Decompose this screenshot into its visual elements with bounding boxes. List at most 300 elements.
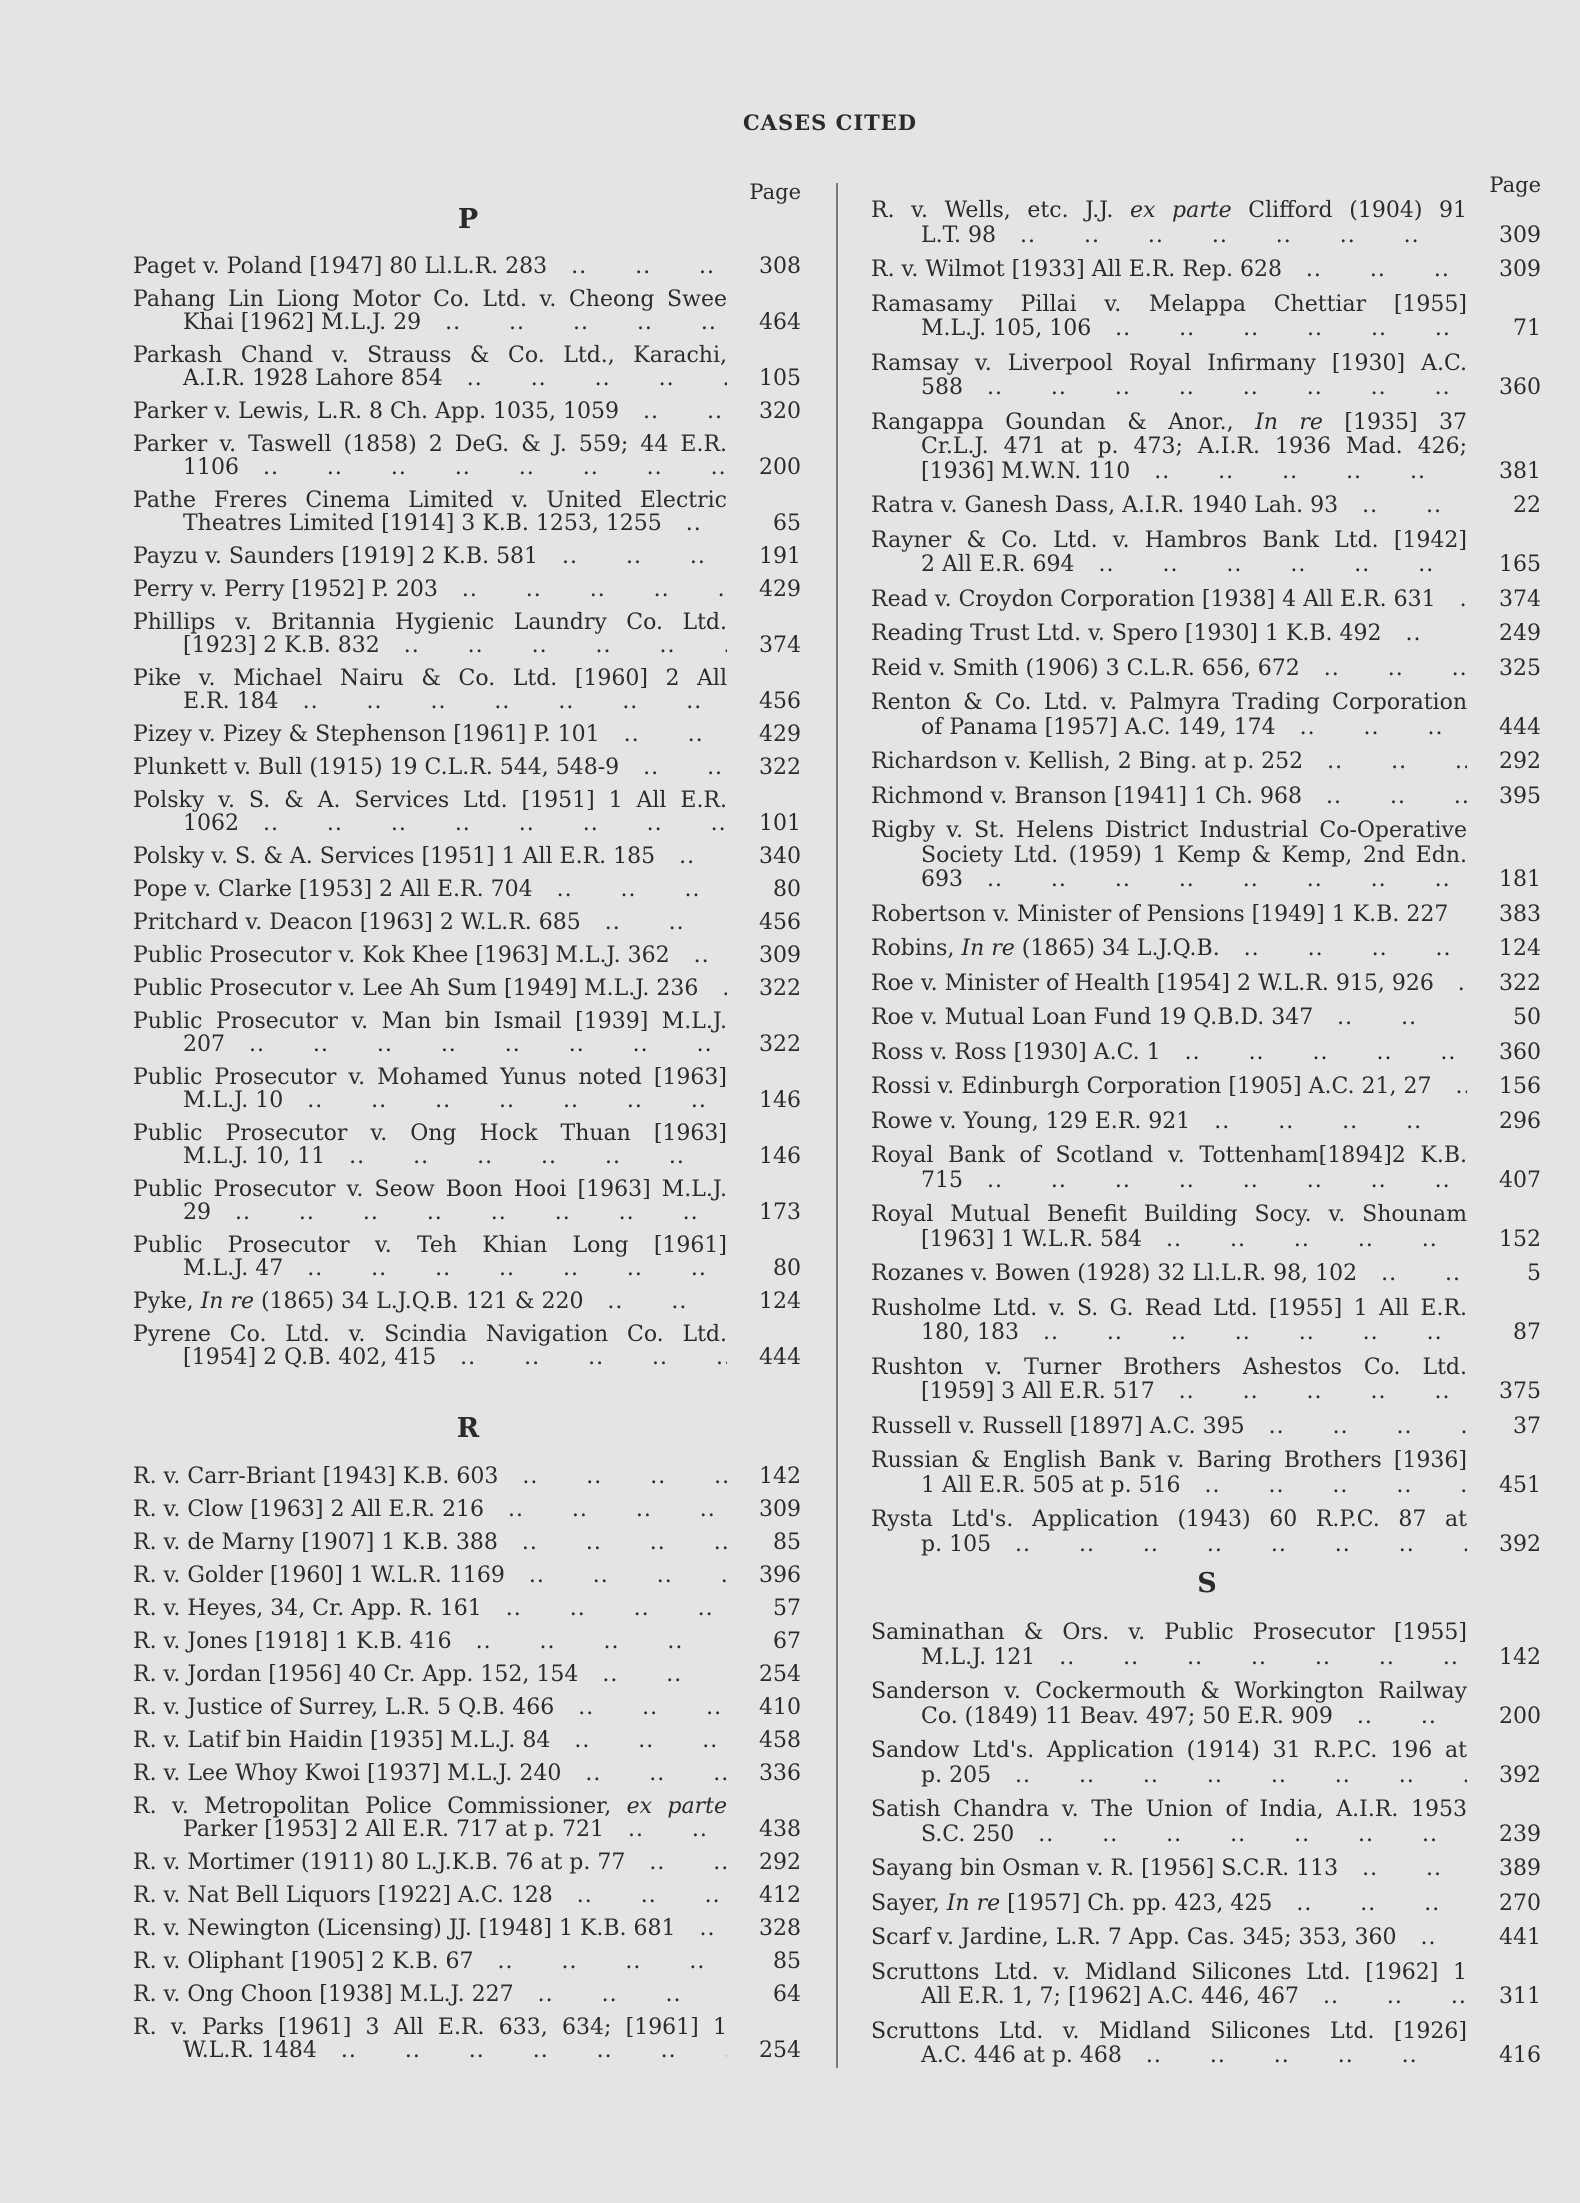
page-number: 50 [1513,1005,1541,1030]
page-number: 311 [1499,1984,1541,2009]
case-entry [133,611,803,657]
case-citation-line: R. v. Carr-Briant [1943] K.B. 603 .. [133,1465,727,1488]
case-entry [871,972,1543,997]
case-citation-line: R. v. Parks [1961] 3 All E.R. 633, 634; [1961] 1 [133,2016,727,2039]
page-number: 322 [1499,970,1541,996]
page-number: 67 [773,1629,801,1654]
case-citation-line: Public Prosecutor v. Teh Khian Long [1961] [133,1234,727,1257]
page-number: 191 [759,544,801,569]
case-entry [871,1006,1543,1031]
case-citation-line: Royal Mutual Benefit Building Socy. v. Shounam [871,1203,1467,1227]
page-number: 296 [1499,1108,1541,1134]
case-citation-line: Scruttons Ltd. v. Midland Silicones Ltd. [1926] [871,2019,1467,2044]
case-list-r [133,1465,803,2072]
page-number: 80 [773,1256,801,1281]
page-number: 456 [759,910,801,935]
page-number: 309 [759,943,801,968]
page-number: 142 [759,1464,801,1489]
column-divider [836,183,838,2068]
case-citation-line: M.L.J. 121 .. [871,1646,1467,1671]
page-column-label: Page [1489,173,1541,197]
case-entry [133,578,803,601]
case-citation-line: Ross v. Ross [1930] A.C. 1 .. [871,1041,1467,1066]
case-entry [133,288,803,334]
case-citation-line [871,199,1467,224]
case-entry [871,1297,1543,1346]
case-entry [133,1066,803,1112]
italic-phrase: In re [1255,410,1323,435]
page-number: 165 [1499,552,1541,577]
case-entry [133,400,803,423]
citation-text: [1935] 37 [1322,410,1467,435]
case-citation-line: Pathe Freres Cinema Limited v. United Electric [133,489,727,512]
case-entry [133,789,803,835]
section-heading-p: P [457,204,479,235]
case-citation-line: Parkash Chand v. Strauss & Co. Ltd., Karachi, [133,344,727,367]
case-entry [871,1926,1543,1951]
page-number: 254 [759,1662,801,1687]
case-citation-line [133,1290,727,1313]
citation-text: Clifford (1904) 91 [1231,199,1467,223]
page-number: 64 [773,1982,801,2007]
case-entry [871,1680,1543,1729]
case-citation-line: p. 105 .. [871,1533,1467,1558]
case-citation-line: Cr.L.J. 471 at p. 473; A.I.R. 1936 Mad. 426; [921,435,1467,459]
section-heading-r: R [456,1413,480,1444]
case-entry [871,937,1543,962]
case-citation-line: 588 .. [871,376,1467,401]
page-number: 156 [1499,1074,1541,1099]
case-entry [133,1564,803,1587]
page-number: 57 [773,1596,801,1621]
case-citation-line: R. v. de Marny [1907] 1 K.B. 388 .. [133,1531,727,1554]
case-citation-line: Royal Bank of Scotland v. Tottenham[1894]2 K.B. [871,1144,1467,1168]
case-entry [133,1234,803,1280]
page-number: 374 [759,633,801,658]
page-number: 152 [1499,1226,1541,1252]
page-number: 71 [1513,316,1541,341]
case-citation-line: Rowe v. Young, 129 E.R. 921 .. [871,1110,1467,1135]
case-entry [133,1122,803,1168]
case-citation-line: 2 All E.R. 694 .. [871,553,1467,578]
case-citation-line: Public Prosecutor v. Seow Boon Hooi [1963] M.L.J. [133,1178,727,1201]
page-number: 292 [759,1850,801,1875]
case-citation-line: Satish Chandra v. The Union of India, A.I.R. 1953 [871,1798,1467,1822]
case-entry [133,545,803,568]
case-entry [871,1262,1543,1287]
case-citation-line: Public Prosecutor v. Kok Khee [1963] M.L.J. 362 .. [133,944,727,967]
case-citation-line: Payzu v. Saunders [1919] 2 K.B. 581 .. [133,545,727,568]
citation-text: [1957] Ch. pp. 423, 425 [1000,1891,1273,1916]
case-citation-line: Pike v. Michael Nairu & Co. Ltd. [1960] 2 All [133,667,727,690]
case-citation-line: Ramsay v. Liverpool Royal Infirmany [1930] A.C. [871,351,1467,376]
page-number: 392 [1499,1762,1541,1788]
page-number: 146 [759,1088,801,1113]
case-citation-line: R. v. Lee Whoy Kwoi [1937] M.L.J. 240 .. [133,1762,727,1785]
case-citation-line: M.L.J. 47 .. [133,1257,727,1280]
citation-text: R. v. Metropolitan Police Commissioner, [133,1795,627,1818]
case-citation-line: Rushton v. Turner Brothers Ashestos Co. Ltd. [871,1355,1467,1380]
case-entry [871,622,1543,647]
case-entry [871,1739,1543,1788]
case-citation-line: E.R. 184 .. [133,690,727,713]
case-entry [133,1762,803,1785]
page-number: 65 [773,511,801,536]
page-number: 429 [759,722,801,747]
citation-text: Robins, [871,937,962,961]
italic-phrase: ex parte [626,1795,727,1818]
page-number: 381 [1499,458,1541,484]
case-citation-line: Rayner & Co. Ltd. v. Hambros Bank Ltd. [1942] [871,528,1467,553]
case-entry [133,1323,803,1369]
case-citation-line: Plunkett v. Bull (1915) 19 C.L.R. 544, 548-9 .. [133,756,727,779]
case-entry [133,433,803,479]
page-number: 173 [759,1200,801,1225]
case-citation-line: R. v. Golder [1960] 1 W.L.R. 1169 .. [133,1564,727,1587]
case-entry [871,1621,1543,1670]
page-number: 22 [1513,493,1541,518]
case-entry [871,1041,1543,1066]
case-citation-line [871,937,1467,962]
page-number: 85 [773,1530,801,1555]
page-number: 292 [1499,749,1541,774]
case-citation-line: Robertson v. Minister of Pensions [1949] 1 K.B. 227 .. [871,903,1467,928]
case-entry [133,1663,803,1686]
case-citation-line: p. 205 .. [871,1764,1467,1789]
case-entry [133,878,803,901]
case-citation-line: Polsky v. S. & A. Services [1951] 1 All E.R. 185 .. [133,845,727,868]
case-entry [871,494,1543,519]
case-entry [133,1597,803,1620]
page-number: 105 [759,366,801,391]
case-entry [871,691,1543,740]
page-number: 374 [1499,586,1541,612]
case-entry [133,1917,803,1940]
page-number: 429 [759,577,801,602]
case-entry [871,1449,1543,1498]
case-entry [871,819,1543,893]
case-citation-line: A.C. 446 at p. 468 .. [871,2044,1467,2069]
page-number: 320 [759,399,801,424]
case-citation-line: Co. (1849) 11 Beav. 497; 50 E.R. 909 .. [871,1705,1467,1730]
page-number: 37 [1513,1413,1541,1439]
case-list-r-continued [871,199,1543,1567]
page-number: 441 [1499,1925,1541,1950]
case-citation-line: Polsky v. S. & A. Services Ltd. [1951] 1 All E.R. [133,789,727,812]
case-citation-line: Parker v. Taswell (1858) 2 DeG. & J. 559; 44 E.R. [133,433,727,456]
citation-text: (1865) 34 L.J.Q.B. 121 & 220 [253,1290,584,1313]
page-number: 142 [1499,1644,1541,1670]
case-citation-line: Reid v. Smith (1906) 3 C.L.R. 656, 672 .. [871,657,1467,682]
page-number: 309 [1499,257,1541,282]
italic-phrase: In re [961,937,1015,961]
page-number: 464 [759,310,801,335]
case-entry [871,1075,1543,1100]
page-number: 101 [759,811,801,836]
citation-text: (1865) 34 L.J.Q.B. [1014,937,1220,961]
case-citation-line: Sayang bin Osman v. R. [1956] S.C.R. 113 .. [871,1857,1467,1882]
case-citation-line: R. v. Mortimer (1911) 80 L.J.K.B. 76 at p. 77 .. [133,1851,727,1874]
case-entry [133,489,803,535]
page-title: CASES CITED [742,110,918,135]
case-citation-line: 715 .. [871,1169,1467,1194]
case-citation-line: Pahang Lin Liong Motor Co. Ltd. v. Cheong Swee [133,288,727,311]
page-number: 396 [759,1563,801,1588]
page-number: 444 [759,1345,801,1370]
case-citation-line: 1106 .. [133,456,727,479]
case-citation-line: Rossi v. Edinburgh Corporation [1905] A.C. 21, 27 .. [871,1075,1467,1100]
page-number: 309 [1499,222,1541,248]
page-number: 360 [1499,1039,1541,1065]
page-number: 146 [759,1144,801,1169]
page-column-label: Page [749,180,801,204]
page-number: 322 [759,755,801,780]
case-citation-line: [1923] 2 K.B. 832 .. [133,634,727,657]
case-citation-line: R. v. Heyes, 34, Cr. App. R. 161 .. [133,1597,727,1620]
case-citation-line: Scarf v. Jardine, L.R. 7 App. Cas. 345; 353, 360 .. [871,1926,1467,1951]
case-entry [133,1795,803,1841]
case-entry [133,1729,803,1752]
case-entry [133,255,803,278]
case-citation-line: R. v. Wilmot [1933] All E.R. Rep. 628 .. [871,258,1467,283]
case-entry [133,667,803,713]
page-number: 80 [773,877,801,902]
page-number: 85 [773,1949,801,1974]
page-number: 239 [1499,1821,1541,1847]
case-citation-line: 207 .. [133,1033,727,1056]
case-citation-line: Pritchard v. Deacon [1963] 2 W.L.R. 685 .. [133,911,727,934]
case-entry [133,911,803,934]
case-entry [871,293,1543,342]
page-number: 383 [1499,901,1541,927]
case-citation-line: Rysta Ltd's. Application (1943) 60 R.P.C. 87 at [871,1508,1467,1532]
page-number: 395 [1499,783,1541,809]
case-citation-line: Theatres Limited [1914] 3 K.B. 1253, 1255 .. [133,512,727,535]
page-number: 87 [1513,1320,1541,1345]
case-entry [871,785,1543,810]
case-citation-line: Sandow Ltd's. Application (1914) 31 R.P.C. 196 at [871,1739,1467,1763]
case-citation-line: Ratra v. Ganesh Dass, A.I.R. 1940 Lah. 93 .. [871,494,1467,519]
case-citation-line: Sanderson v. Cockermouth & Workington Railway [871,1680,1467,1704]
case-list-s [871,1621,1543,2079]
page-number: 456 [759,689,801,714]
case-citation-line: [1936] M.W.N. 110 .. [871,460,1467,485]
case-citation-line: Scruttons Ltd. v. Midland Silicones Ltd. [1962] 1 [871,1960,1467,1985]
case-citation-line: Public Prosecutor v. Man bin Ismail [1939] M.L.J. [133,1010,727,1033]
page-number: 407 [1499,1167,1541,1193]
right-column [871,0,1543,2068]
case-citation-line: Saminathan & Ors. v. Public Prosecutor [1955] [871,1621,1467,1645]
case-entry [133,1630,803,1653]
case-citation-line: [1954] 2 Q.B. 402, 415 .. [133,1346,727,1369]
case-citation-line [133,1795,727,1818]
italic-phrase: ex parte [1130,199,1232,223]
case-citation-line: Rusholme Ltd. v. S. G. Read Ltd. [1955] 1 All E.R. [871,1296,1467,1321]
citation-text: Sayer, [871,1891,947,1916]
case-citation-line: 1 All E.R. 505 at p. 516 .. [871,1474,1467,1499]
citation-text: Rangappa Goundan & Anor., [871,410,1256,435]
page-number: 336 [759,1761,801,1786]
case-citation-line: R. v. Clow [1963] 2 All E.R. 216 .. [133,1498,727,1521]
case-entry [133,344,803,390]
case-entry [871,1857,1543,1882]
page-number: 5 [1527,1261,1541,1286]
case-entry [871,588,1543,613]
case-entry [133,1498,803,1521]
case-entry [133,756,803,779]
page-number: 200 [759,455,801,480]
case-citation-line: Pizey v. Pizey & Stephenson [1961] P. 101 .. [133,723,727,746]
case-entry [133,1010,803,1056]
case-citation-line: W.L.R. 1484 .. [133,2039,727,2062]
case-citation-line: [1963] 1 W.L.R. 584 .. [871,1228,1467,1253]
case-entry [133,1696,803,1719]
case-entry [871,750,1543,775]
case-entry [133,977,803,1000]
case-entry [871,529,1543,578]
case-citation-line: R. v. Ong Choon [1938] M.L.J. 227 .. [133,1983,727,2006]
case-citation-line: Richardson v. Kellish, 2 Bing. at p. 252 .. [871,750,1467,775]
case-entry [871,657,1543,682]
case-citation-line: Public Prosecutor v. Mohamed Yunus noted [1963] [133,1066,727,1089]
page-number: 124 [1499,936,1541,961]
italic-phrase: In re [946,1891,1001,1916]
case-citation-line: of Panama [1957] A.C. 149, 174 .. [871,716,1467,741]
left-column [133,0,803,2063]
case-citation-line: 29 .. [133,1201,727,1224]
case-citation-line: M.L.J. 10 .. [133,1089,727,1112]
case-citation-line: Richmond v. Branson [1941] 1 Ch. 968 .. [871,785,1467,810]
case-citation-line: Rigby v. St. Helens District Industrial Co-Operative [871,819,1467,843]
page-number: 438 [759,1817,801,1842]
case-citation-line: All E.R. 1, 7; [1962] A.C. 446, 467 .. [871,1985,1467,2010]
case-citation-line: Ramasamy Pillai v. Melappa Chettiar [1955] [871,292,1467,317]
page-number: 451 [1499,1472,1541,1498]
case-list-p [133,255,803,1379]
case-entry [133,1983,803,2006]
page-number: 309 [759,1497,801,1522]
case-entry [871,411,1543,485]
case-citation-line: Perry v. Perry [1952] P. 203 .. [133,578,727,601]
citation-text: R. v. Wells, etc. J.J. [871,199,1131,223]
page-number: 181 [1499,867,1541,892]
case-entry [871,1892,1543,1917]
page-number: 322 [759,976,801,1001]
case-entry [133,723,803,746]
page-number: 270 [1499,1890,1541,1916]
case-citation-line: Roe v. Mutual Loan Fund 19 Q.B.D. 347 .. [871,1006,1467,1031]
page-number: 360 [1499,375,1541,400]
case-entry [133,1884,803,1907]
case-citation-line: M.L.J. 105, 106 .. [871,317,1467,342]
case-citation-line: [1959] 3 All E.R. 517 .. [871,1380,1467,1405]
case-citation-line: 1062 .. [133,812,727,835]
page-number: 392 [1499,1531,1541,1557]
case-entry [871,258,1543,283]
page-number: 124 [759,1289,801,1314]
case-citation-line: Parker [1953] 2 All E.R. 717 at p. 721 .. [133,1818,727,1841]
case-citation-line: Renton & Co. Ltd. v. Palmyra Trading Corporation [871,691,1467,715]
page-number: 340 [759,844,801,869]
case-entry [871,1110,1543,1135]
case-entry [871,199,1543,248]
case-entry [871,1961,1543,2010]
case-entry [871,1356,1543,1405]
page-number: 249 [1499,621,1541,646]
case-citation-line: Read v. Croydon Corporation [1938] 4 All E.R. 631 .. [871,588,1467,613]
case-entry [133,1290,803,1313]
case-citation-line: A.I.R. 1928 Lahore 854 .. [133,367,727,390]
case-entry [133,944,803,967]
case-citation-line: R. v. Latif bin Haidin [1935] M.L.J. 84 .. [133,1729,727,1752]
case-entry [871,2020,1543,2069]
page-number: 322 [759,1032,801,1057]
page-number: 375 [1499,1379,1541,1404]
case-entry [871,352,1543,401]
case-citation-line: Phillips v. Britannia Hygienic Laundry Co. Ltd. [133,611,727,634]
citation-text: Pyke, [133,1290,201,1313]
case-citation-line [871,411,1467,436]
case-citation-line: Pyrene Co. Ltd. v. Scindia Navigation Co. Ltd. [133,1323,727,1346]
case-citation-line: Public Prosecutor v. Ong Hock Thuan [1963] [133,1122,727,1145]
case-entry [133,1950,803,1973]
case-citation-line: Russell v. Russell [1897] A.C. 395 .. [871,1415,1467,1440]
page-number: 416 [1499,2043,1541,2068]
case-citation-line: Society Ltd. (1959) 1 Kemp & Kemp, 2nd Edn. [921,843,1467,868]
case-citation-line: Roe v. Minister of Health [1954] 2 W.L.R. 915, 926 .. [871,972,1467,997]
case-citation-line: R. v. Jones [1918] 1 K.B. 416 .. [133,1630,727,1653]
page-number: 458 [759,1728,801,1753]
case-citation-line: 693 .. [871,868,1467,893]
section-heading-s: S [1197,1568,1217,1599]
page-number: 328 [759,1916,801,1941]
case-entry [133,1531,803,1554]
page-number: 389 [1499,1856,1541,1881]
case-citation-line: R. v. Oliphant [1905] 2 K.B. 67 .. [133,1950,727,1973]
case-citation-line: R. v. Newington (Licensing) JJ. [1948] 1 K.B. 681 .. [133,1917,727,1940]
case-entry [871,1144,1543,1193]
case-entry [871,1508,1543,1557]
page-number: 200 [1499,1703,1541,1729]
case-citation-line: R. v. Nat Bell Liquors [1922] A.C. 128 .. [133,1884,727,1907]
page-number: 254 [759,2038,801,2063]
page-number: 412 [759,1883,801,1908]
page-number: 308 [759,254,801,279]
case-citation-line: Reading Trust Ltd. v. Spero [1930] 1 K.B. 492 .. [871,622,1467,647]
case-entry [871,1203,1543,1252]
italic-phrase: In re [200,1290,254,1313]
case-entry [133,1851,803,1874]
case-citation-line: L.T. 98 .. [871,224,1467,249]
case-entry [133,845,803,868]
page-number: 444 [1499,714,1541,740]
case-citation-line: Parker v. Lewis, L.R. 8 Ch. App. 1035, 1059 .. [133,400,727,423]
case-citation-line: Paget v. Poland [1947] 80 Ll.L.R. 283 .. [133,255,727,278]
case-citation-line: Rozanes v. Bowen (1928) 32 Ll.L.R. 98, 102 .. [871,1262,1467,1287]
case-citation-line: Khai [1962] M.L.J. 29 .. [133,311,727,334]
case-citation-line: 180, 183 .. [871,1321,1467,1346]
case-citation-line: Pope v. Clarke [1953] 2 All E.R. 704 .. [133,878,727,901]
case-citation-line: Russian & English Bank v. Baring Brothers [1936] [871,1449,1467,1473]
case-citation-line: R. v. Justice of Surrey, L.R. 5 Q.B. 466 .. [133,1696,727,1719]
page-number: 325 [1499,655,1541,681]
case-entry [871,1798,1543,1847]
case-entry [871,1415,1543,1440]
case-citation-line: M.L.J. 10, 11 .. [133,1145,727,1168]
case-entry [133,2016,803,2062]
case-citation-line: Public Prosecutor v. Lee Ah Sum [1949] M.L.J. 236 .. [133,977,727,1000]
case-citation-line: S.C. 250 .. [871,1823,1467,1848]
